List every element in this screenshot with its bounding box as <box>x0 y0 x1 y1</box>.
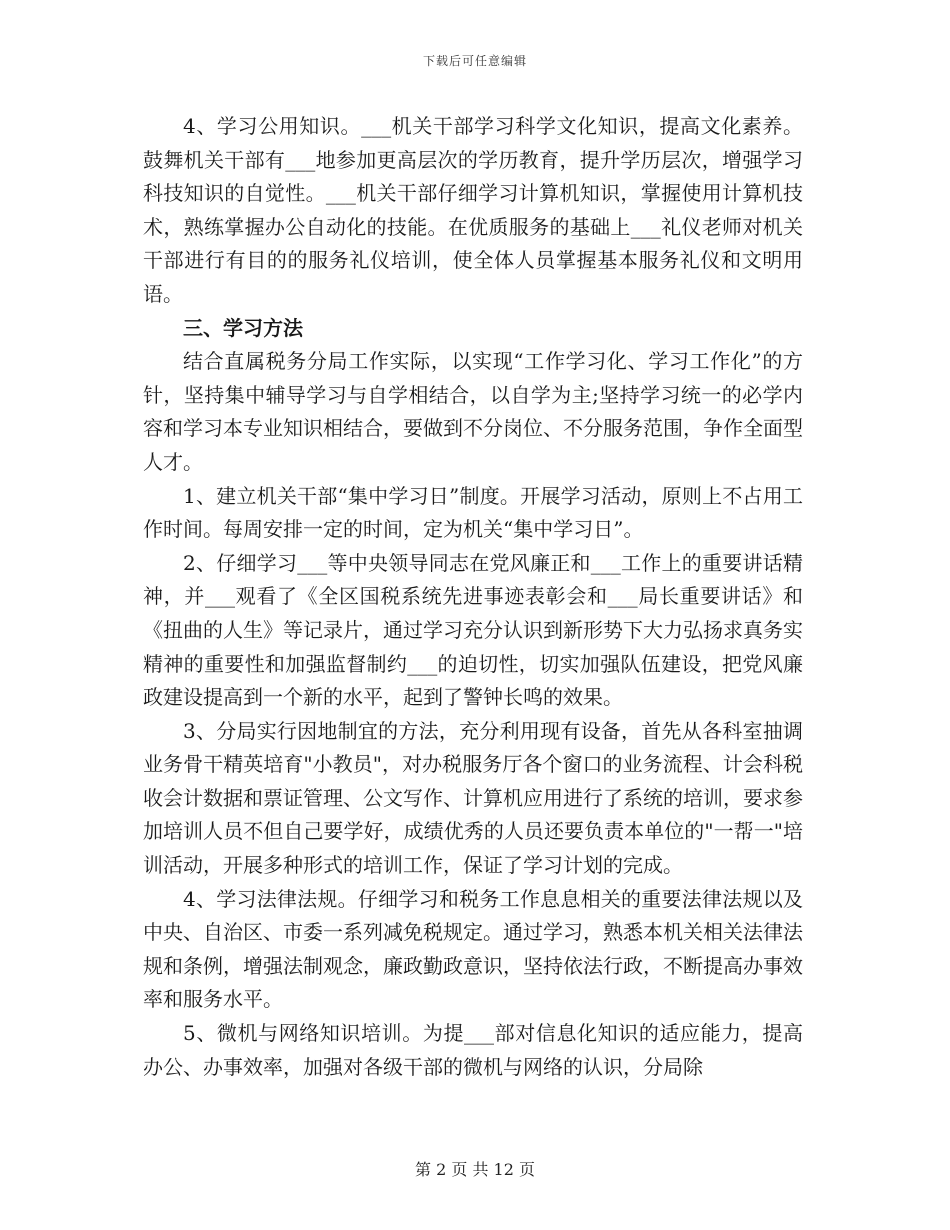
paragraph-item-4: 4、学习法律法规。仔细学习和税务工作息息相关的重要法律法规以及中央、自治区、市委一系列减免税规定。通过学习，熟悉本机关相关法律法规和条例，增强法制观念，廉政勤政意识，坚持依法行政，不断提高办事效率和服务水平。 <box>143 886 803 1012</box>
paragraph-methods-intro: 结合直属税务分局工作实际，以实现“工作学习化、学习工作化”的方针，坚持集中辅导学习与自学相结合，以自学为主;坚持学习统一的必学内容和学习本专业知识相结合，要做到不分岗位、不分服务范围，争作全面型人才。 <box>143 349 803 474</box>
paragraph-item-5: 5、微机与网络知识培训。为提___部对信息化知识的适应能力，提高办公、办事效率，加强对各级干部的微机与网络的认识，分局除 <box>143 1021 803 1079</box>
paragraph-learn-public-knowledge: 4、学习公用知识。___机关干部学习科学文化知识，提高文化素养。鼓舞机关干部有___地参加更高层次的学历教育，提升学历层次，增强学习科技知识的自觉性。___机关干部仔细学习计算机知识，掌握使用计算机技术，熟练掌握办公自动化的技能。在优质服务的基础上___礼仪老师对机关干部进行有目的的服务礼仪培训，使全体人员掌握基本服务礼仪和文明用语。 <box>143 114 803 306</box>
page-header: 下载后可任意编辑 <box>422 54 527 68</box>
section-heading-learning-methods: 三、学习方法 <box>183 315 303 340</box>
document-body <box>143 110 803 1084</box>
paragraph-item-1: 1、建立机关干部“集中学习日”制度。开展学习活动，原则上不占用工作时间。每周安排一定的时间，定为机关“集中学习日”。 <box>143 483 803 542</box>
paragraph-item-3: 3、分局实行因地制宜的方法，充分利用现有设备，首先从各科室抽调业务骨干精英培育"小教员"，对办税服务厅各个窗口的业务流程、计会科税收会计数据和票证管理、公文写作、计算机应用进行了系统的培训，要求参加培训人员不但自己要学好，成绩优秀的人员还要负责本单位的"一帮一"培训活动，开展多种形式的培训工作，保证了学习计划的完成。 <box>143 718 803 878</box>
paragraph-item-2: 2、仔细学习___等中央领导同志在党风廉正和___工作上的重要讲话精神，并___观看了《全区国税系统先进事迹表彰会和___局长重要讲话》和《扭曲的人生》等记录片，通过学习充分认识到新形势下大力弘扬求真务实精神的重要性和加强监督制约___的迫切性，切实加强队伍建设，把党风廉政建设提高到一个新的水平，起到了警钟长鸣的效果。 <box>143 550 803 710</box>
page-number: 第 2 页 共 12 页 <box>415 1160 535 1179</box>
